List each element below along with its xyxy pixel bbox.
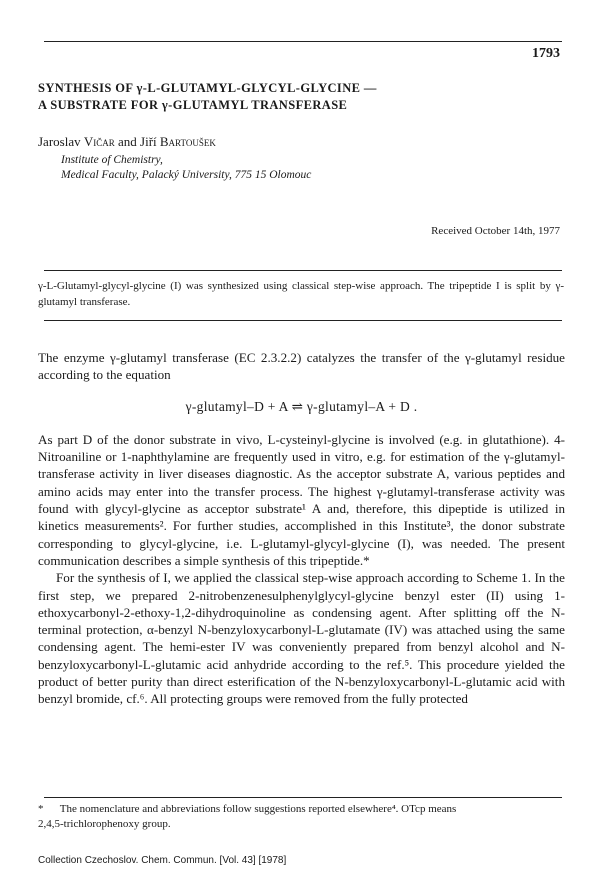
paragraph-2: As part D of the donor substrate in vivo, L-cysteinyl-glycine is involved (e.g. in glutathione). 4-Nitroaniline or 1-naphthylamine are frequently used in vitro, e.g. for estimation of the γ-glutamyl-transferase activity in liver diseases diagnostic. As the acceptor substrate A, various peptides and amino acids may enter into the transfer process. The highest γ-glutamyl-transferase activity was found with glycyl-glycine as acceptor substrate¹ A and, therefore, this dipeptide is utilized in kinetics measurements². For further studies, accomplished in this Institute³, the donor substrate corresponding to glycyl-glycine, i.e. L-glutamyl-glycyl-glycine (I), was needed. The present communication describes a simple synthesis of this tripeptide.* bbox=[38, 431, 565, 568]
author-surname-1: Vičar bbox=[83, 134, 115, 149]
abstract-rule-top bbox=[44, 270, 562, 271]
footnote-line-1: * The nomenclature and abbreviations follow suggestions reported elsewhere⁴. OTcp means bbox=[38, 803, 457, 815]
title-line-1: SYNTHESIS OF γ-L-GLUTAMYL-GLYCYL-GLYCINE — bbox=[38, 81, 377, 95]
footnote-rule bbox=[44, 797, 562, 798]
affiliation bbox=[61, 153, 311, 183]
received-date: Received October 14th, 1977 bbox=[431, 225, 560, 237]
article-title bbox=[38, 80, 568, 114]
page-number: 1793 bbox=[532, 46, 560, 61]
journal-citation: Collection Czechoslov. Chem. Commun. [Vol. 43] [1978] bbox=[38, 855, 287, 866]
author-list bbox=[38, 134, 216, 150]
reaction-equation: γ-glutamyl–D + A ⇌ γ-glutamyl–A + D . bbox=[185, 398, 418, 414]
header-rule bbox=[44, 41, 562, 42]
affiliation-line-1: Institute of Chemistry, bbox=[61, 154, 163, 166]
footnote-line-2: 2,4,5-trichlorophenoxy group. bbox=[38, 818, 171, 830]
author-prefix-1: Jaroslav bbox=[38, 134, 84, 149]
paragraph-1: The enzyme γ-glutamyl transferase (EC 2.3.2.2) catalyzes the transfer of the γ-glutamyl residue according to the equation bbox=[38, 350, 565, 383]
author-between: and Jiří bbox=[114, 134, 160, 149]
article-body bbox=[38, 349, 565, 708]
footnote bbox=[38, 802, 565, 832]
abstract-rule-bottom bbox=[44, 320, 562, 321]
title-line-2: A SUBSTRATE FOR γ-GLUTAMYL TRANSFERASE bbox=[38, 98, 348, 112]
abstract: γ-L-Glutamyl-glycyl-glycine (I) was synthesized using classical step-wise approach. The tripeptide I is split by γ-glutamyl transferase. bbox=[38, 280, 564, 308]
author-surname-2: Bartoušek bbox=[159, 134, 216, 149]
paragraph-3: For the synthesis of I, we applied the classical step-wise approach according to Scheme 1. In the first step, we prepared 2-nitrobenzenesulphenylglycyl-glycine benzyl ester (II) using 1-ethoxycarbonyl-2-ethoxy-1,2-dihydroquinoline as condensing agent. After splitting off the N-terminal protection, α-benzyl N-benzyloxycarbonyl-L-glutamate (IV) was attached using the same condensing agent. The hemi-ester IV was conveniently prepared from benzyl alcohol and N-benzyloxycarbonyl-L-glutamic acid anhydride according to the ref.⁵. This procedure yielded the product of better purity than direct esterification of the N-benzyloxycarbonyl-L-glutamic acid with benzyl bromide, cf.⁶. All protecting groups were removed from the fully protected bbox=[38, 570, 565, 707]
affiliation-line-2: Medical Faculty, Palacký University, 775 15 Olomouc bbox=[61, 169, 312, 181]
